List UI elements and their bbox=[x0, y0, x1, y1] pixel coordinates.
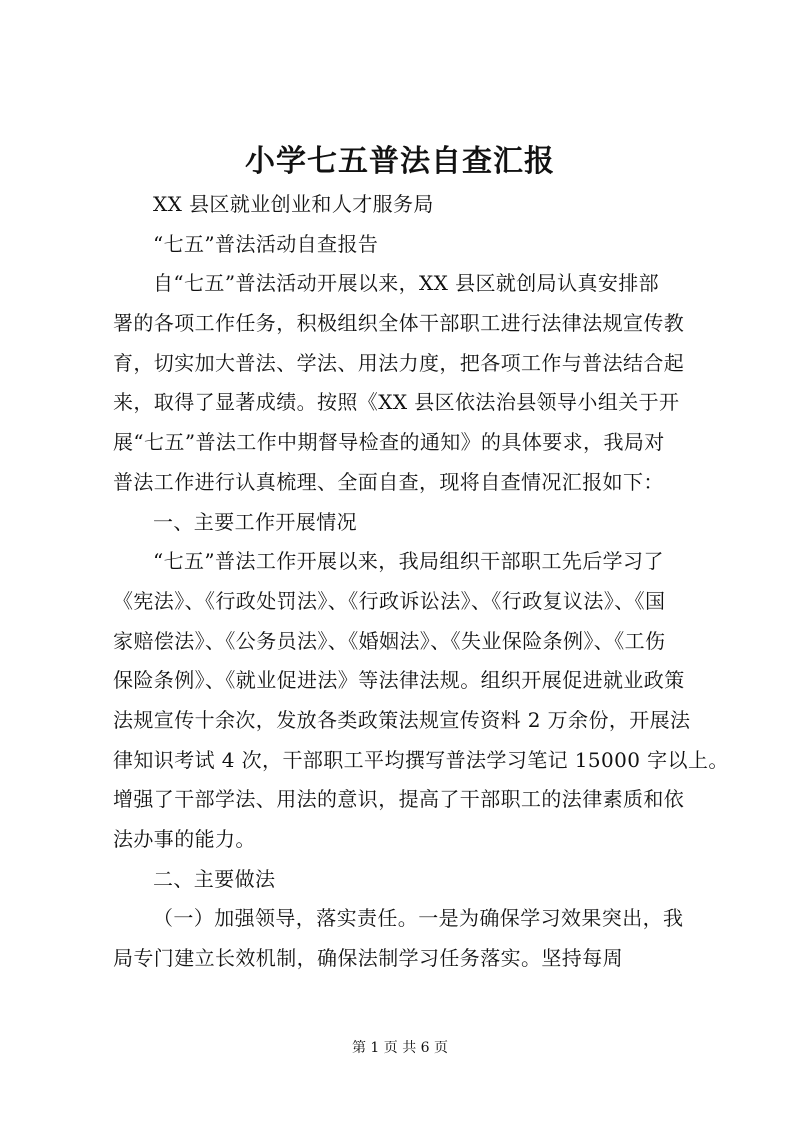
section-heading: 一、主要工作开展情况 bbox=[153, 509, 357, 534]
org-name-line: XX 县区就业创业和人才服务局 bbox=[153, 192, 434, 216]
paragraph-line: “七五”普法工作开展以来，我局组织干部职工先后学习了 bbox=[153, 549, 664, 574]
page-number-footer: 第 1 页 共 6 页 bbox=[351, 1040, 449, 1056]
paragraph-line: 保险条例》、《就业促进法》等法律法规。组织开展促进就业政策 bbox=[113, 668, 685, 693]
paragraph-line: 自“七五”普法活动开展以来，XX 县区就创局认真安排部 bbox=[153, 271, 660, 296]
paragraph-line: 律知识考试 4 次，干部职工平均撰写普法学习笔记 15000 字以上。 bbox=[113, 747, 729, 772]
section-heading: 二、主要做法 bbox=[153, 866, 276, 891]
paragraph-line: （一）加强领导，落实责任。一是为确保学习效果突出，我 bbox=[153, 906, 684, 931]
paragraph-line: 署的各项工作任务，积极组织全体干部职工进行法律法规宣传教 bbox=[113, 311, 685, 336]
paragraph-line: 《宪法》、《行政处罚法》、《行政诉讼法》、《行政复议法》、《国 bbox=[113, 588, 666, 613]
document-body bbox=[113, 185, 729, 979]
paragraph-line: 家赔偿法》、《公务员法》、《婚姻法》、《失业保险条例》、《工伤 bbox=[113, 628, 666, 653]
paragraph-line: 法办事的能力。 bbox=[113, 827, 256, 851]
paragraph-line: 局专门建立长效机制，确保法制学习任务落实。坚持每周 bbox=[113, 946, 623, 971]
paragraph-line: 展“七五”普法工作中期督导检查的通知》的具体要求，我局对 bbox=[113, 430, 665, 455]
report-subtitle-line: “七五”普法活动自查报告 bbox=[153, 231, 379, 256]
paragraph-line: 法规宣传十余次，发放各类政策法规宣传资料 2 万余份，开展法 bbox=[113, 707, 691, 732]
paragraph-line: 育，切实加大普法、学法、用法力度，把各项工作与普法结合起 bbox=[113, 350, 685, 375]
paragraph-line: 增强了干部学法、用法的意识，提高了干部职工的法律素质和依 bbox=[113, 787, 685, 812]
paragraph-line: 普法工作进行认真梳理、全面自查，现将自查情况汇报如下： bbox=[113, 469, 664, 494]
document-title: 小学七五普法自查汇报 bbox=[245, 144, 555, 179]
paragraph-line: 来，取得了显著成绩。按照《XX 县区依法治县领导小组关于开 bbox=[113, 390, 680, 415]
